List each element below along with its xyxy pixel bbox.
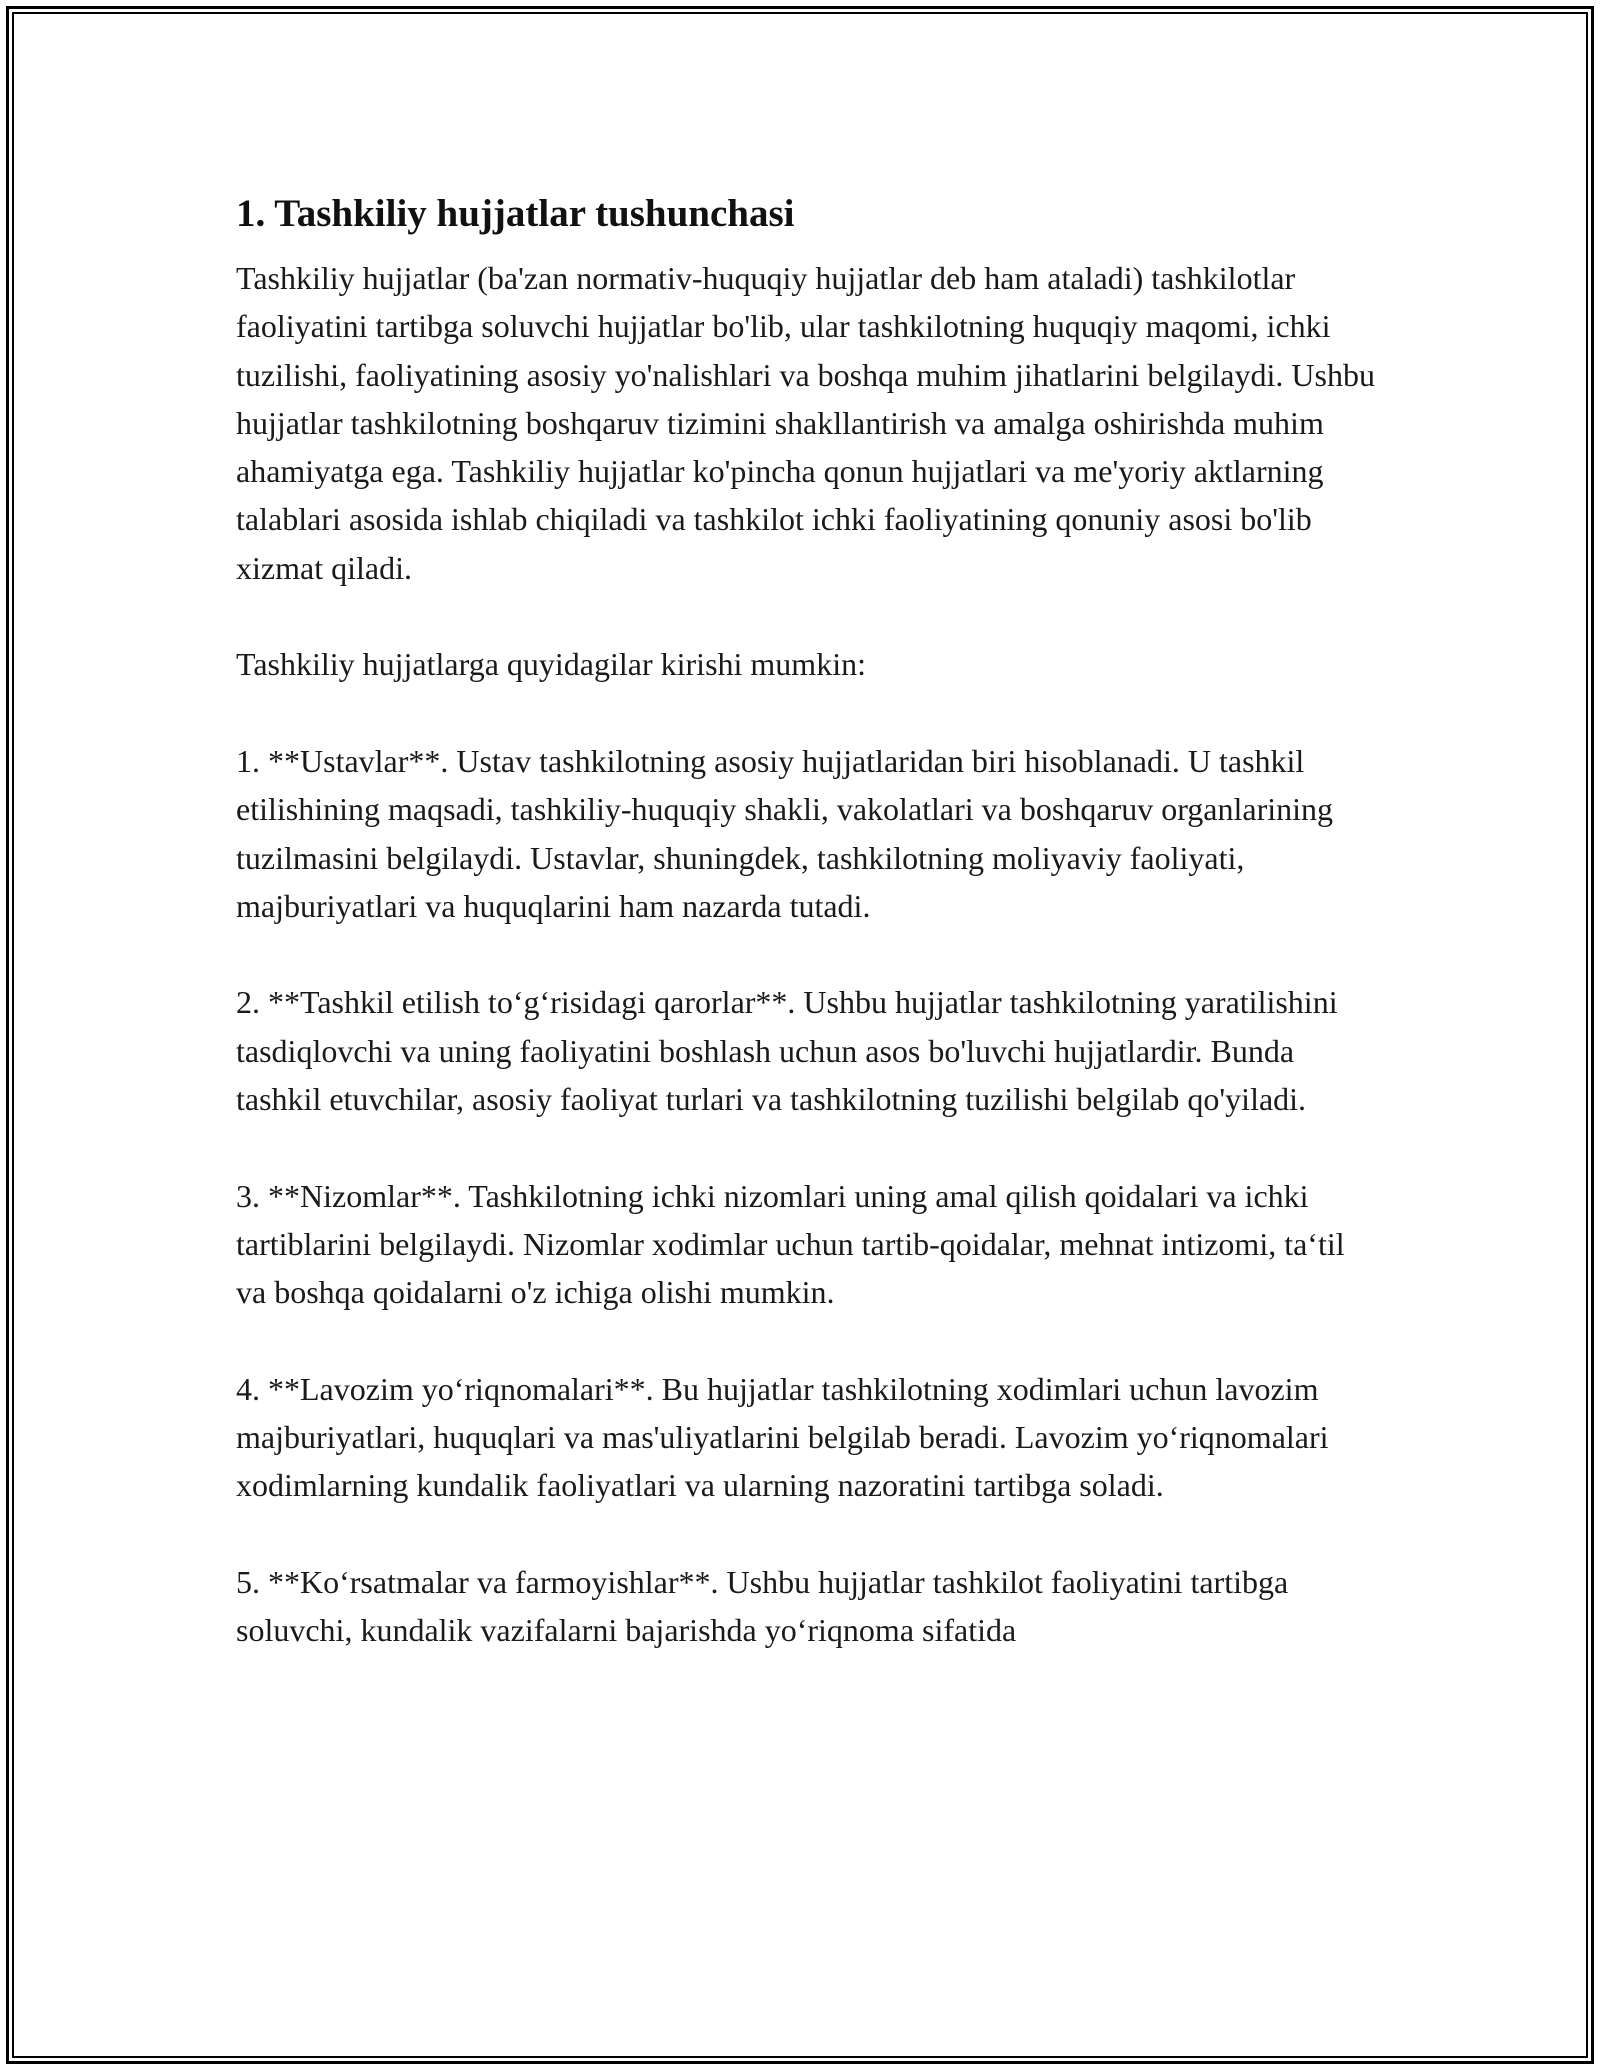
list-item-nizomlar: 3. **Nizomlar**. Tashkilotning ichki nizomlari uning amal qilish qoidalari va ichki tartiblarini belgilaydi. Nizomlar xodimlar uchun tartib-qoidalar, mehnat intizomi, ta‘til va boshqa qoidalarni o'z ichiga olishi mumkin.	[236, 1177, 1345, 1311]
section-heading: 1. Tashkiliy hujjatlar tushunchasi	[236, 192, 795, 235]
list-item-qarorlar: 2. **Tashkil etilish to‘g‘risidagi qarorlar**. Ushbu hujjatlar tashkilotning yaratilishini tasdiqlovchi va uning faoliyatini boshlash uchun asos bo'luvchi hujjatlardir. Bunda tashkil etuvchilar, asosiy faoliyat turlari va tashkilotning tuzilishi belgilab qo'yiladi.	[236, 984, 1338, 1118]
list-item-korsatmalar: 5. **Ko‘rsatmalar va farmoyishlar**. Ushbu hujjatlar tashkilot faoliyatini tartibga soluvchi, kundalik vazifalarni bajarishda yo‘riqnoma sifatida	[236, 1564, 1289, 1649]
list-intro-paragraph: Tashkiliy hujjatlarga quyidagilar kirishi mumkin:	[236, 646, 866, 683]
list-item-ustavlar: 1. **Ustavlar**. Ustav tashkilotning asosiy hujjatlaridan biri hisoblanadi. U tashkil etilishining maqsadi, tashkiliy-huquqiy shakli, vakolatlari va boshqaruv organlarining tuzilmasini belgilaydi. Ustavlar, shuningdek, tashkilotning moliyaviy faoliyati, majburiyatlari va huquqlarini ham nazarda tutadi.	[236, 742, 1333, 924]
list-item-lavozim: 4. **Lavozim yo‘riqnomalari**. Bu hujjatlar tashkilotning xodimlari uchun lavozim majburiyatlari, huquqlari va mas'uliyatlarini belgilab beradi. Lavozim yo‘riqnomalari xodimlarning kundalik faoliyatlari va ularning nazoratini tartibga soladi.	[236, 1370, 1329, 1504]
document-body	[236, 186, 1376, 1655]
intro-paragraph: Tashkiliy hujjatlar (ba'zan normativ-huquqiy hujjatlar deb ham ataladi) tashkilotlar faoliyatini tartibga soluvchi hujjatlar bo'lib, ular tashkilotning huquqiy maqomi, ichki tuzilishi, faoliyatining asosiy yo'nalishlari va boshqa muhim jihatlarini belgilaydi. Ushbu hujjatlar tashkilotning boshqaruv tizimini shakllantirish va amalga oshirishda muhim ahamiyatga ega. Tashkiliy hujjatlar ko'pincha qonun hujjatlari va me'yoriy aktlarning talablari asosida ishlab chiqiladi va tashkilot ichki faoliyatining qonuniy asosi bo'lib xizmat qiladi.	[236, 260, 1375, 586]
